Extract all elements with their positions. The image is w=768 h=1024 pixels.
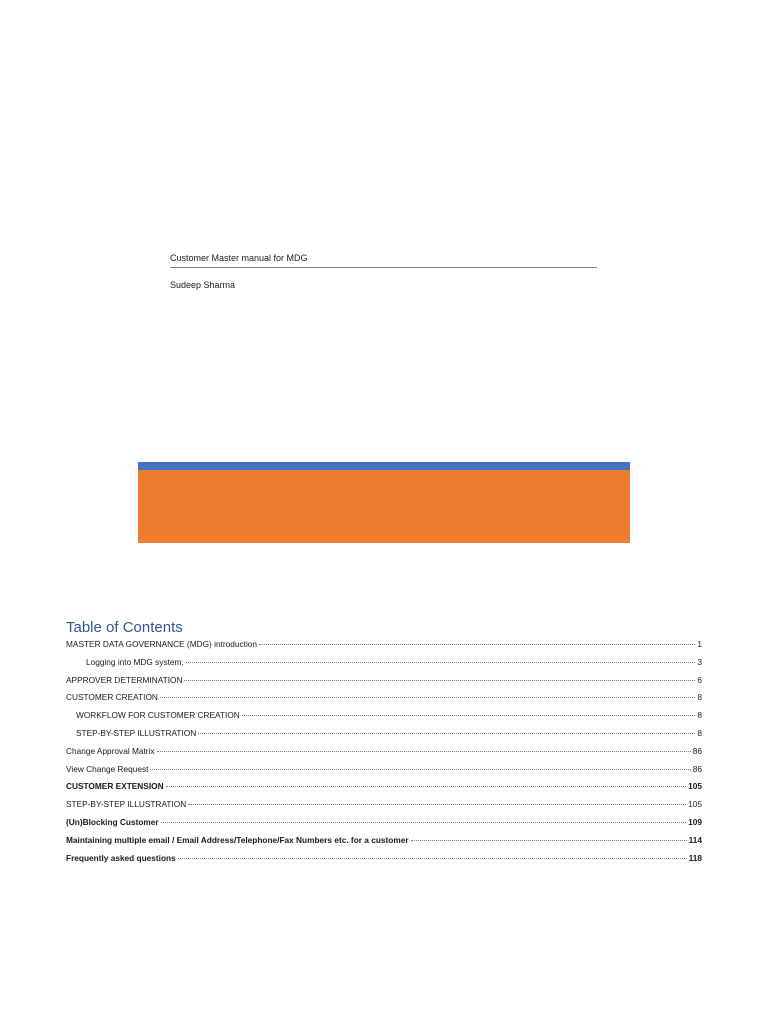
toc-dot-leader	[259, 633, 695, 645]
banner-accent-stripe	[138, 462, 630, 470]
toc-entry-label[interactable]: WORKFLOW FOR CUSTOMER CREATION	[76, 710, 240, 721]
toc-entry-label[interactable]: APPROVER DETERMINATION	[66, 674, 183, 685]
toc-dot-leader	[150, 758, 690, 770]
toc-entry-page-number[interactable]: 8	[697, 710, 702, 721]
document-title: Customer Master manual for MDG	[170, 252, 597, 268]
toc-entry-label[interactable]: STEP-BY-STEP ILLUSTRATION	[66, 799, 187, 810]
toc-entry-label[interactable]: Change Approval Matrix	[66, 745, 155, 756]
toc-entry-label[interactable]: CUSTOMER CREATION	[66, 692, 158, 703]
toc-entry-label[interactable]: MASTER DATA GOVERNANCE (MDG) introduction	[66, 639, 258, 649]
toc-dot-leader	[188, 793, 686, 805]
toc-dot-leader	[160, 686, 695, 698]
toc-dot-leader	[161, 811, 687, 823]
document-author: Sudeep Sharma	[170, 280, 236, 290]
toc-entry-page-number[interactable]: 105	[688, 781, 702, 792]
table-of-contents	[66, 635, 702, 866]
toc-entry-page-number[interactable]: 118	[688, 852, 702, 863]
toc-entry-page-number[interactable]: 6	[697, 674, 702, 685]
banner-body	[138, 470, 630, 543]
toc-entry-label[interactable]: Maintaining multiple email / Email Address/Telephone/Fax Numbers etc. for a customer	[66, 834, 409, 845]
toc-entry-label[interactable]: Frequently asked questions	[66, 852, 176, 863]
toc-dot-leader	[184, 669, 695, 681]
toc-entry-label[interactable]: (Un)Blocking Customer	[66, 816, 159, 827]
toc-entry-page-number[interactable]: 1	[697, 639, 702, 649]
toc-entry-page-number[interactable]: 109	[688, 816, 702, 827]
toc-dot-leader	[411, 829, 687, 841]
toc-dot-leader	[242, 704, 696, 716]
toc-entry-page-number[interactable]: 114	[688, 834, 702, 845]
toc-dot-leader	[157, 740, 691, 752]
toc-entry-label[interactable]: Logging into MDG system:	[86, 656, 184, 667]
toc-dot-leader	[166, 775, 687, 787]
toc-entry-page-number[interactable]: 8	[697, 692, 702, 703]
toc-dot-leader	[186, 651, 696, 663]
toc-dot-leader	[198, 722, 695, 734]
cover-banner	[138, 462, 630, 543]
toc-entry-page-number[interactable]: 3	[697, 656, 702, 667]
toc-entry-page-number[interactable]: 8	[697, 727, 702, 738]
toc-entry-label[interactable]: STEP-BY-STEP ILLUSTRATION	[76, 727, 197, 738]
toc-dot-leader	[178, 847, 687, 859]
toc-entry-page-number[interactable]: 105	[688, 799, 702, 810]
toc-entry-label[interactable]: CUSTOMER EXTENSION	[66, 781, 164, 792]
toc-entry[interactable]	[66, 849, 702, 867]
toc-entry-page-number[interactable]: 86	[692, 763, 702, 774]
toc-entry-page-number[interactable]: 86	[692, 745, 702, 756]
toc-entry-label[interactable]: View Change Request	[66, 763, 149, 774]
toc-heading: Table of Contents	[66, 619, 183, 636]
